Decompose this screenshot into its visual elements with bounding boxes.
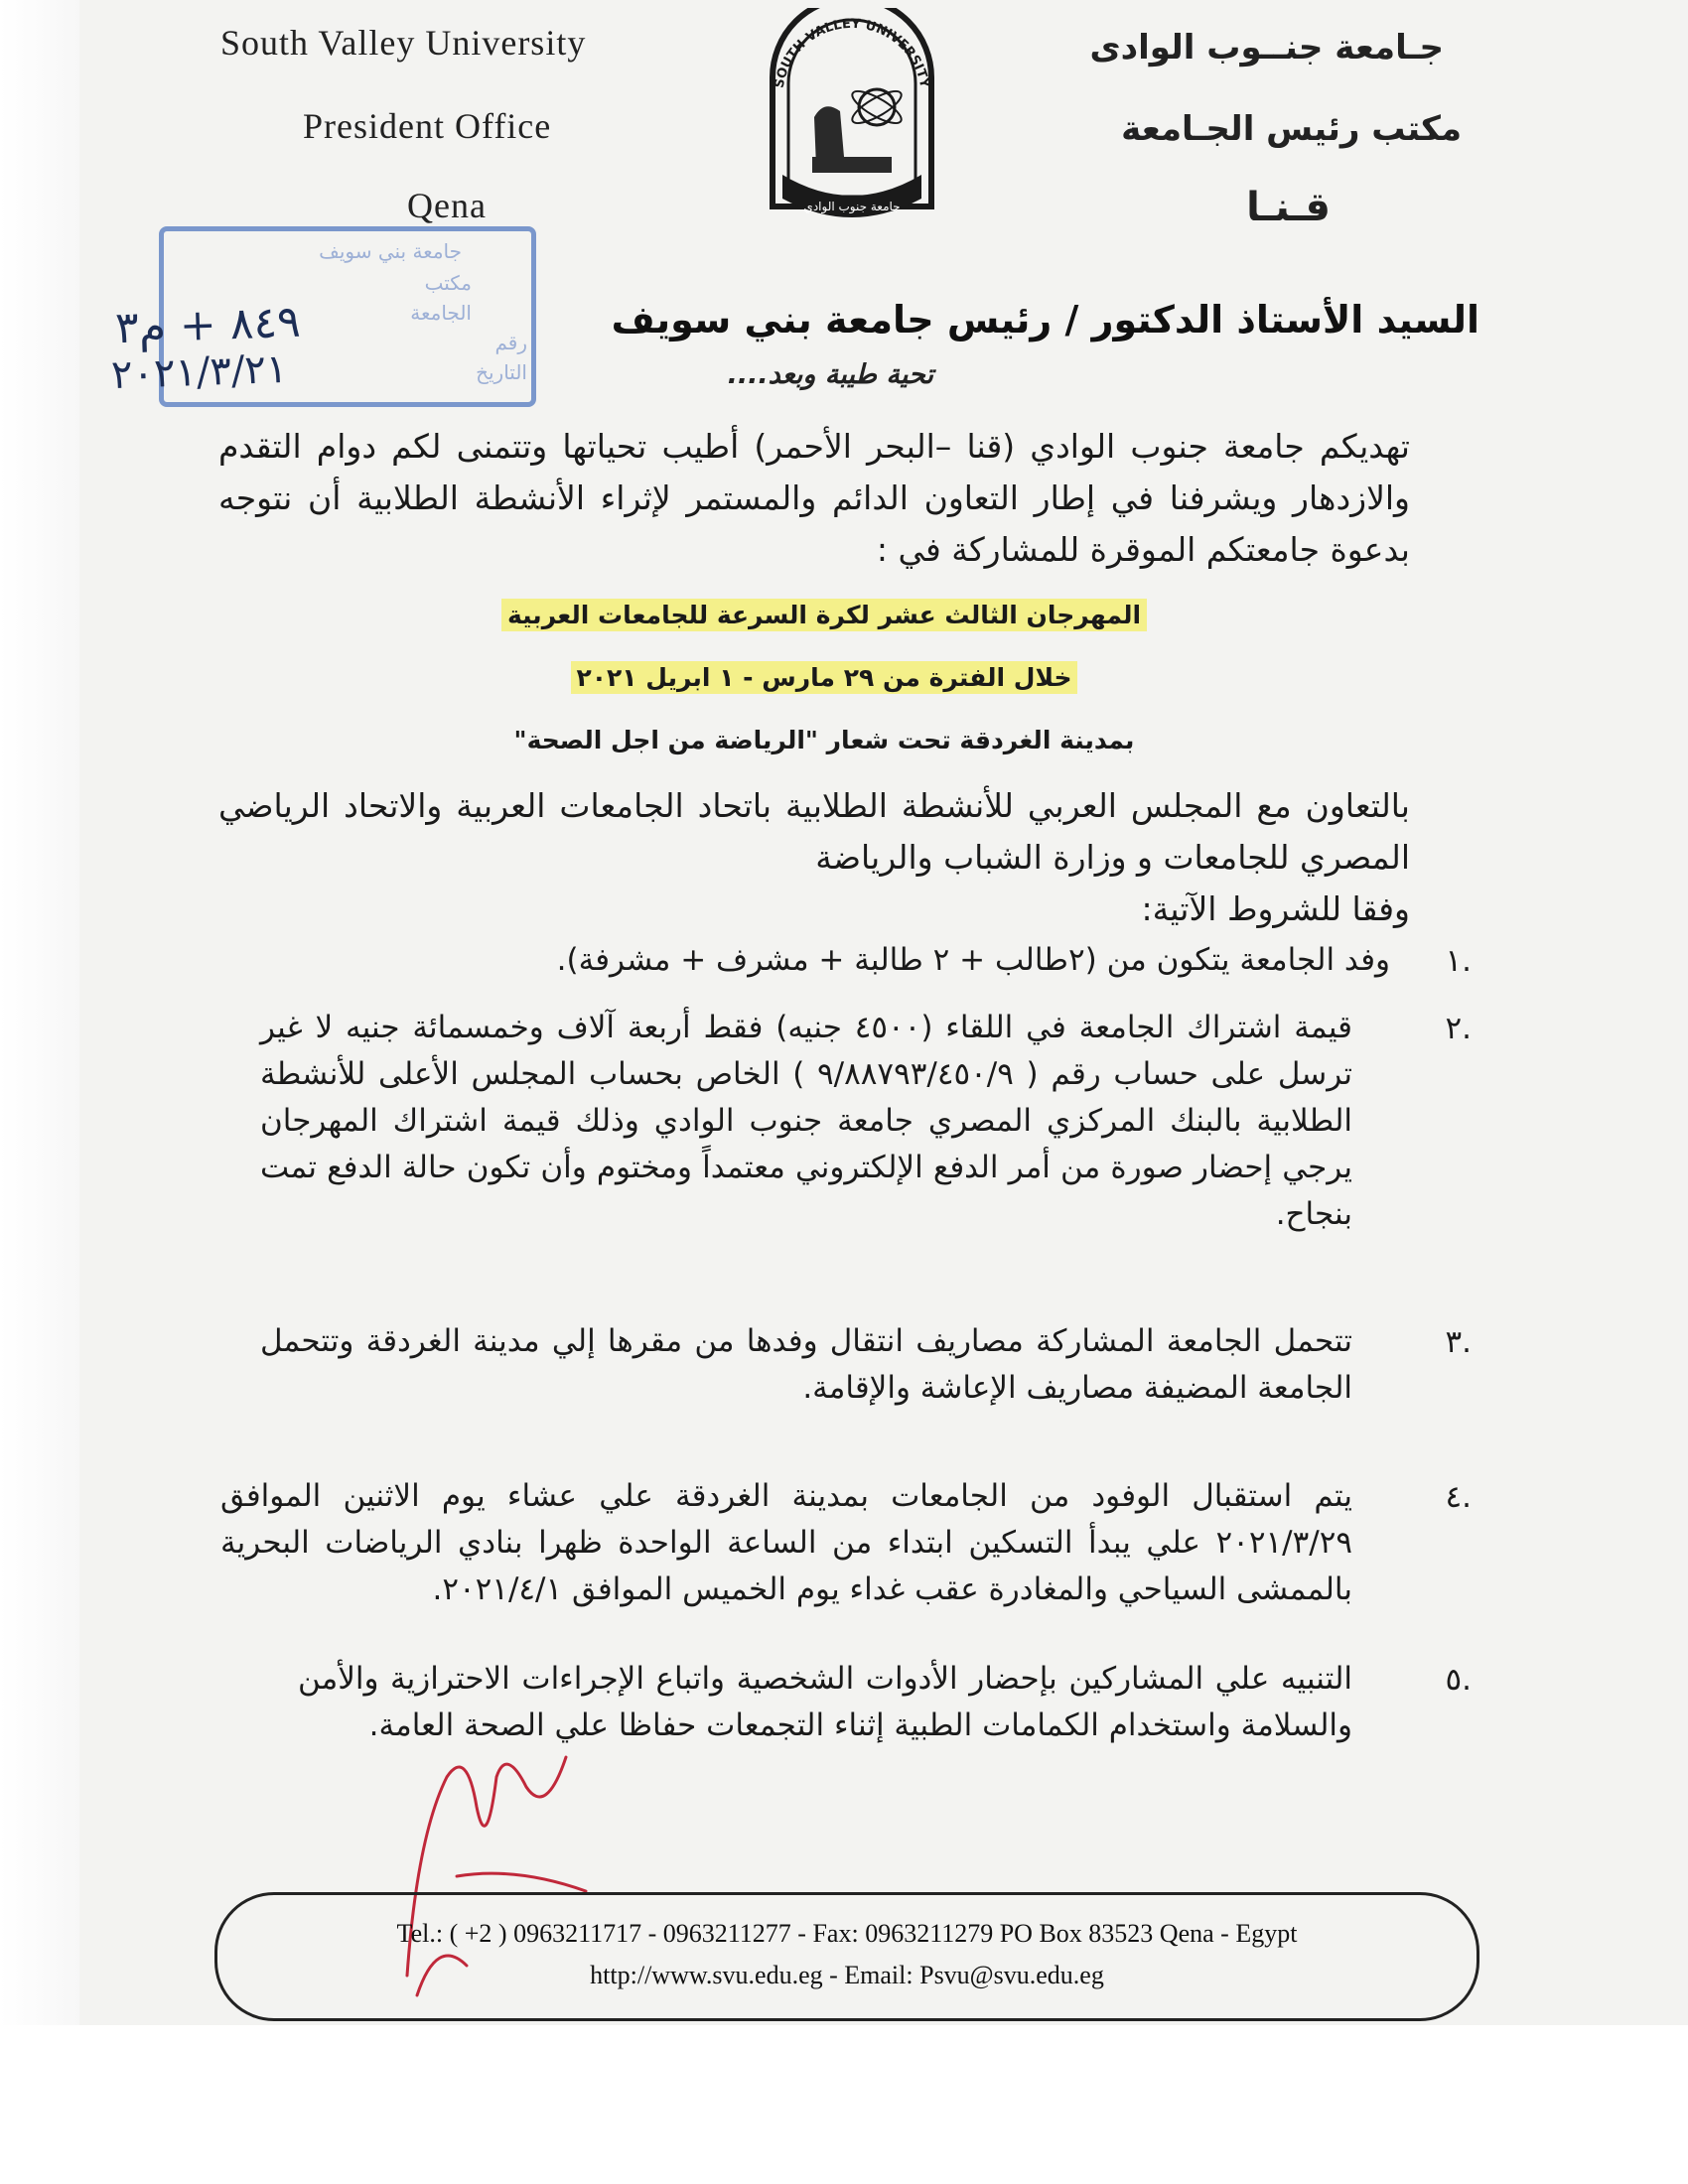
condition-number: .٢ bbox=[1445, 1011, 1472, 1046]
condition-number: .٥ bbox=[1445, 1662, 1472, 1698]
letterhead-university-en: South Valley University bbox=[220, 23, 587, 63]
letterhead-office-ar: مكتب رئيس الجـامعة bbox=[1121, 109, 1462, 149]
letterhead-university-ar: جـامعة جنــوب الوادى bbox=[1089, 28, 1444, 68]
footer-web-line: http://www.svu.edu.eg - Email: Psvu@svu.edu.eg bbox=[590, 1961, 1104, 1989]
condition-item: يتم استقبال الوفود من الجامعات بمدينة الغردقة علي عشاء يوم الاثنين الموافق ٢٠٢١/٣/٢٩ علي يبدأ التسكين ابتداء من الساعة الواحدة ظهرا بنادي الرياضات البحرية بالممشى السياحي والمغادرة عقب غداء يوم الخميس الموافق ٢٠٢١/٤/١. bbox=[220, 1478, 1352, 1607]
stamp-number-label: رقم bbox=[494, 331, 527, 354]
stamp-university-2: الجامعة bbox=[410, 301, 472, 325]
letterhead-office-en: President Office bbox=[303, 106, 552, 146]
handwritten-date: ٢٠٢١/٣/٢١ bbox=[110, 345, 289, 399]
event-title: المهرجان الثالث عشر لكرة السرعة للجامعات العربية bbox=[377, 601, 1271, 629]
footer-phone-line: Tel.: ( +2 ) 0963211717 - 0963211277 - Fax: 0963211279 PO Box 83523 Qena - Egypt bbox=[396, 1919, 1298, 1948]
addressee: السيد الأستاذ الدكتور / رئيس جامعة بني سويف bbox=[611, 298, 1479, 341]
logo-ring-text: SOUTH VALLEY UNIVERSITY bbox=[772, 16, 932, 89]
event-period: خلال الفترة من ٢٩ مارس - ١ ابريل ٢٠٢١ bbox=[377, 663, 1271, 692]
condition-item: وفد الجامعة يتكون من (٢طالب + ٢ طالبة + مشرف + مشرفة). bbox=[556, 942, 1390, 978]
conditions-intro: وفقا للشروط الآتية: bbox=[1141, 889, 1410, 928]
university-logo bbox=[753, 8, 951, 236]
greeting: تحية طيبة وبعد.... bbox=[727, 359, 933, 390]
condition-number: .٤ bbox=[1445, 1479, 1472, 1515]
intro-paragraph: تهديكم جامعة جنوب الوادي (قنا –البحر الأحمر) أطيب تحياتها وتتمنى لكم دوام التقدم والازدهار ويشرفنا في إطار التعاون الدائم والمستمر لإثراء الأنشطة الطلابية أن نتوجه بدعوة جامعتكم الموقرة للمشاركة في : bbox=[218, 427, 1410, 569]
scan-margin bbox=[0, 0, 79, 2025]
condition-item: التنبيه علي المشاركين بإحضار الأدوات الشخصية واتباع الإجراءات الاحترازية والأمن والسلامة واستخدام الكمامات الطبية إثناء التجمعات حفاظا علي الصحة العامة. bbox=[298, 1661, 1352, 1743]
condition-number: .١ bbox=[1445, 943, 1472, 979]
logo-banner-text: جامعة جنوب الوادي bbox=[803, 200, 901, 213]
stamp-office: مكتب bbox=[424, 271, 472, 295]
letterhead-city-ar: قـنـا bbox=[1246, 185, 1331, 230]
letterhead-city-en: Qena bbox=[407, 186, 487, 225]
footer-contact-box bbox=[214, 1892, 1479, 2021]
event-place: بمدينة الغردقة تحت شعار "الرياضة من اجل الصحة" bbox=[513, 726, 1135, 754]
condition-number: .٣ bbox=[1445, 1324, 1472, 1360]
stamp-date-label: التاريخ bbox=[476, 360, 527, 384]
condition-item: تتحمل الجامعة المشاركة مصاريف انتقال وفدها من مقرها إلي مدينة الغردقة وتتحمل الجامعة المضيفة مصاريف الإعاشة والإقامة. bbox=[260, 1323, 1352, 1406]
svg-text:SOUTH VALLEY UNIVERSITY bbox=[773, 17, 932, 90]
stamp-university: جامعة بني سويف bbox=[319, 239, 462, 263]
condition-item: قيمة اشتراك الجامعة في اللقاء (٤٥٠٠ جنيه) فقط أربعة آلاف وخمسمائة جنيه لا غير ترسل على حساب رقم ( ٩/٨٨٧٩٣/٤٥٠/٩ ) الخاص بحساب المجلس الأعلى للأنشطة الطلابية بالبنك المركزي المصري جامعة جنوب الوادي وذلك قيمة اشتراك المهرجان يرجي إحضار صورة من أمر الدفع الإلكتروني معتمداً ومختوم وأن تكون حالة الدفع تمت بنجاح. bbox=[260, 1010, 1353, 1232]
cooperation-paragraph: بالتعاون مع المجلس العربي للأنشطة الطلابية باتحاد الجامعات العربية والاتحاد الرياضي المصري للجامعات و وزارة الشباب والرياضة bbox=[218, 786, 1410, 877]
handwritten-number: ٨٤٩ + م٣ bbox=[114, 296, 302, 354]
